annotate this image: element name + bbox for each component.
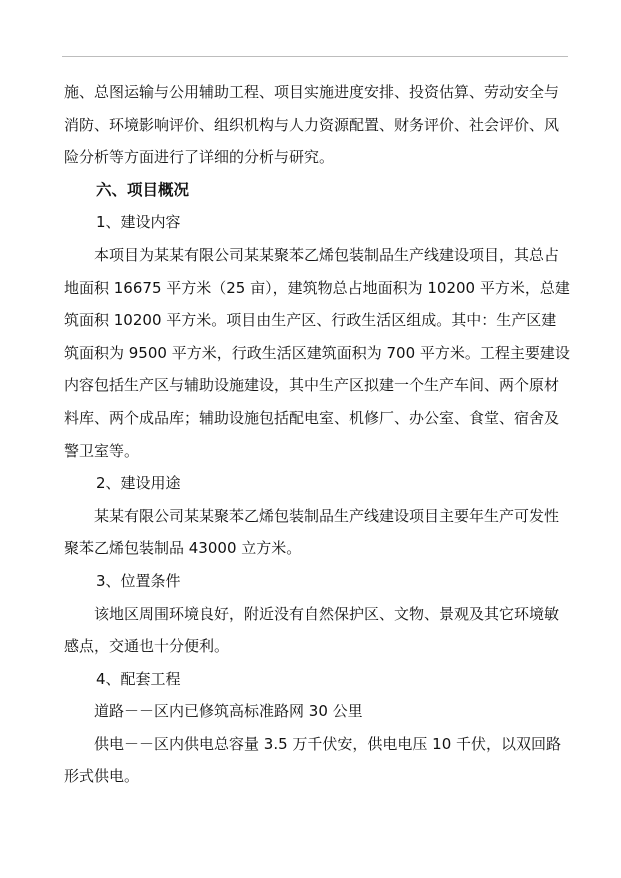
paragraph-construction-purpose: 某某有限公司某某聚苯乙烯包装制品生产线建设项目主要年生产可发性聚苯乙烯包装制品 43000 立方米。 [64, 506, 560, 558]
paragraph-location-conditions: 该地区周围环境良好，附近没有自然保护区、文物、景观及其它环境敏感点，交通也十分便利。 [64, 604, 560, 656]
paragraph-power-supply: 供电－－区内供电总容量 3.5 万千伏安，供电电压 10 千伏，以双回路形式供电。 [64, 734, 562, 786]
paragraph-analysis-summary: 施、总图运输与公用辅助工程、项目实施进度安排、投资估算、劳动安全与消防、环境影响评价、组织机构与人力资源配置、财务评价、社会评价、风险分析等方面进行了详细的分析与研究。 [64, 83, 560, 167]
page-header-rule [62, 56, 568, 57]
paragraph-construction-content: 本项目为某某有限公司某某聚苯乙烯包装制品生产线建设项目，其总占地面积 16675 平方米（25 亩），建筑物总占地面积为 10200 平方米，总建筑面积 10200 平方米。项目由生产区、行政生活区组成。其中：生产区建筑面积为 9500 平方米，行政生活区建筑面积为 700 平方米。工程主要建设内容包括生产区与辅助设施建设，其中生产区拟建一个生产车间、两个原材料库、两个成品库；辅助设施包括配电室、机修厂、办公室、食堂、宿舍及警卫室等。 [64, 245, 570, 460]
section-heading-project-overview: 六、项目概况 [96, 180, 190, 199]
paragraph-roads: 道路－－区内已修筑高标准路网 30 公里 [94, 702, 363, 721]
document-body [64, 76, 570, 793]
subheading-construction-purpose: 2、建设用途 [96, 474, 181, 493]
subheading-construction-content: 1、建设内容 [96, 213, 181, 232]
subheading-supporting-works: 4、配套工程 [96, 669, 181, 688]
subheading-location-conditions: 3、位置条件 [96, 571, 181, 590]
